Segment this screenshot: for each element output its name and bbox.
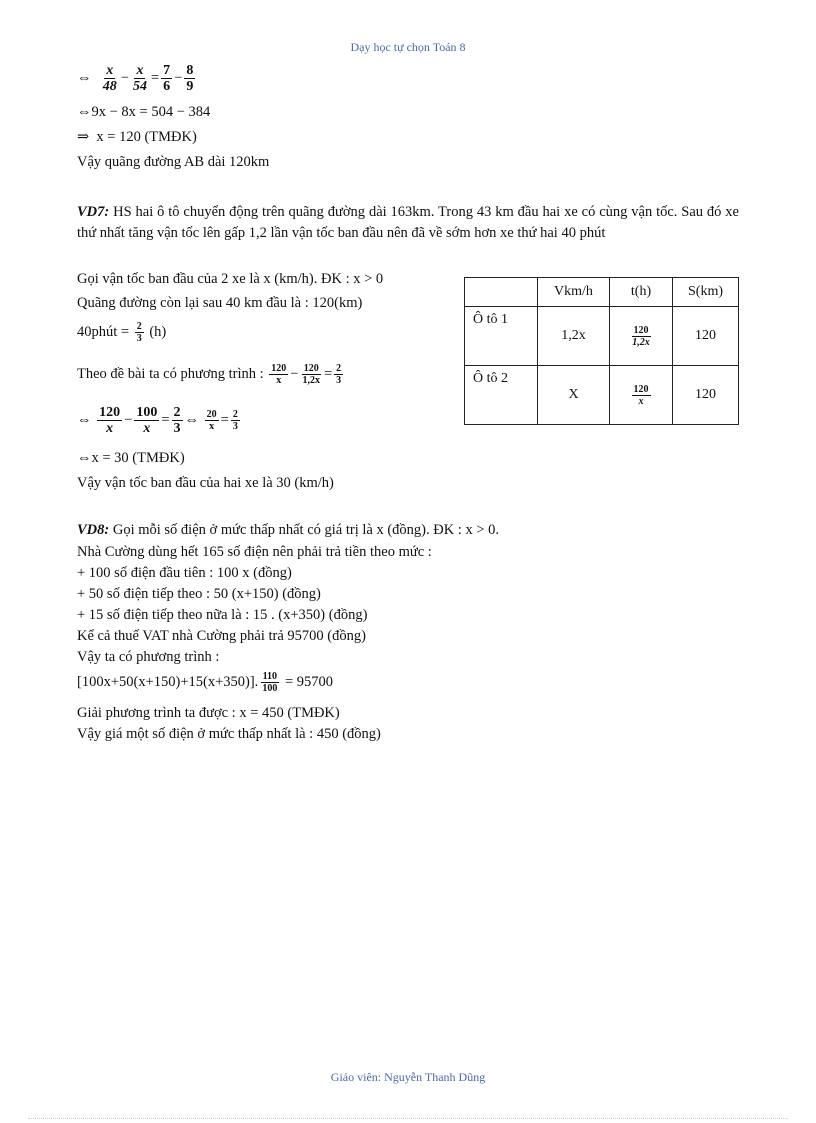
table-row [465,366,739,425]
fraction: $\frac{2}{3}$ [136,321,142,345]
page-bottom-rule [28,1118,788,1119]
vd6-equation-1: ⇔ $\frac{x}{48}$ − $\frac{x}{54}$ = $\frac{7}{6}$ − $\frac{8}{9}$ [77,62,194,95]
table-cell [610,307,673,366]
vd7-line-3: 40phút = $\frac{2}{3}$ (h) [77,321,167,345]
table-cell: 120 [673,307,739,366]
fraction: $\frac{2}{3}$ [336,363,342,387]
vd8-line-3: + 100 số điện đầu tiên : 100 x (đồng) [77,565,292,581]
vd7-line-1: Gọi vận tốc ban đầu của 2 xe là x (km/h). ĐK : x > 0 [77,271,384,287]
page-footer: Giáo viên: Nguyễn Thanh Dũng [330,1070,486,1084]
table-header-row [465,278,739,307]
fraction: $\frac{120}{1,2x}$ [632,324,650,348]
fraction: $\frac{110}{100}$ [262,671,278,695]
vd6-conclusion: Vậy quãng đường AB dài 120km [77,154,270,170]
vd8-line-5: + 15 số điện tiếp theo nữa là : 15 . (x+350) (đồng) [77,607,368,623]
fraction: $\frac{8}{9}$ [186,62,194,95]
fraction: $\frac{120}{x}$ [633,383,649,407]
vd8-line-6: Kể cả thuế VAT nhà Cường phải trả 95700 (đồng) [77,628,366,644]
vd8-line-4: + 50 số điện tiếp theo : 50 (x+150) (đồng) [77,586,321,602]
vd7-problem: VD7: HS hai ô tô chuyển động trên quãng đường dài 163km. Trong 43 km đầu hai xe có cùng vận tốc. Sau đó xe thứ nhất tăng vận tốc lên gấp 1,2 lần vận tốc ban đầu nên đã về sớm hơn xe thứ hai 40 phút [77,204,739,241]
fraction: $\frac{20}{x}$ [206,409,217,433]
vd8-line-9: Giải phương trình ta được : x = 450 (TMĐK) [77,705,340,721]
fraction: $\frac{x}{48}$ [102,62,117,95]
table-header-cell: Vkm/h [538,278,610,307]
vd6-equation-3: ⇒ x = 120 (TMĐK) [77,129,197,145]
table-header-cell [465,278,538,307]
vd7-conclusion: Vậy vận tốc ban đầu của hai xe là 30 (km/h) [77,475,334,491]
vd7-line-6: ⇔x = 30 (TMĐK) [77,450,185,466]
vd8-line-7: Vậy ta có phương trình : [77,649,220,665]
vd8-conclusion: Vậy giá một số điện ở mức thấp nhất là : 450 (đồng) [77,726,381,742]
vd7-line-4: Theo đề bài ta có phương trình : $\frac{120}{x}$ − $\frac{120}{1,2x}$ = $\frac{2}{3}$ [77,363,342,387]
fraction: $\frac{120}{x}$ [271,363,287,387]
page-header: Dạy học tự chọn Toán 8 [350,40,466,54]
fraction: $\frac{100}{x}$ [136,404,158,437]
fraction: $\frac{120}{x}$ [99,404,121,437]
table-row [465,307,739,366]
fraction: $\frac{2}{3}$ [173,404,181,437]
fraction: $\frac{7}{6}$ [163,62,171,95]
motion-table [464,277,739,425]
vd8-line-2: Nhà Cường dùng hết 165 số điện nên phải trả tiền theo mức : [77,544,432,560]
vd8-line-1: VD8: Gọi mỗi số điện ở mức thấp nhất có giá trị là x (đồng). ĐK : x > 0. [77,522,499,538]
fraction: $\frac{x}{54}$ [132,62,147,95]
table-cell [610,366,673,425]
fraction: $\frac{2}{3}$ [232,409,238,433]
vd6-equation-2: ⇔9x − 8x = 504 − 384 [77,104,211,120]
vd7-line-2: Quãng đường còn lại sau 40 km đầu là : 120(km) [77,295,363,311]
fraction: $\frac{120}{1,2x}$ [302,363,320,387]
table-cell: X [538,366,610,425]
table-cell: Ô tô 1 [465,307,538,366]
table-header-cell: S(km) [673,278,739,307]
table-cell: 1,2x [538,307,610,366]
table-cell: Ô tô 2 [465,366,538,425]
table-cell: 120 [673,366,739,425]
table-header-cell: t(h) [610,278,673,307]
vd7-line-5: ⇔ $\frac{120}{x}$ − $\frac{100}{x}$ = $\frac{2}{3}$ ⇔ $\frac{20}{x}$ = $\frac{2}{3}$ [77,404,238,437]
vd8-equation: [100x+50(x+150)+15(x+350)]. $\frac{110}{100}$ = 95700 [77,671,333,695]
